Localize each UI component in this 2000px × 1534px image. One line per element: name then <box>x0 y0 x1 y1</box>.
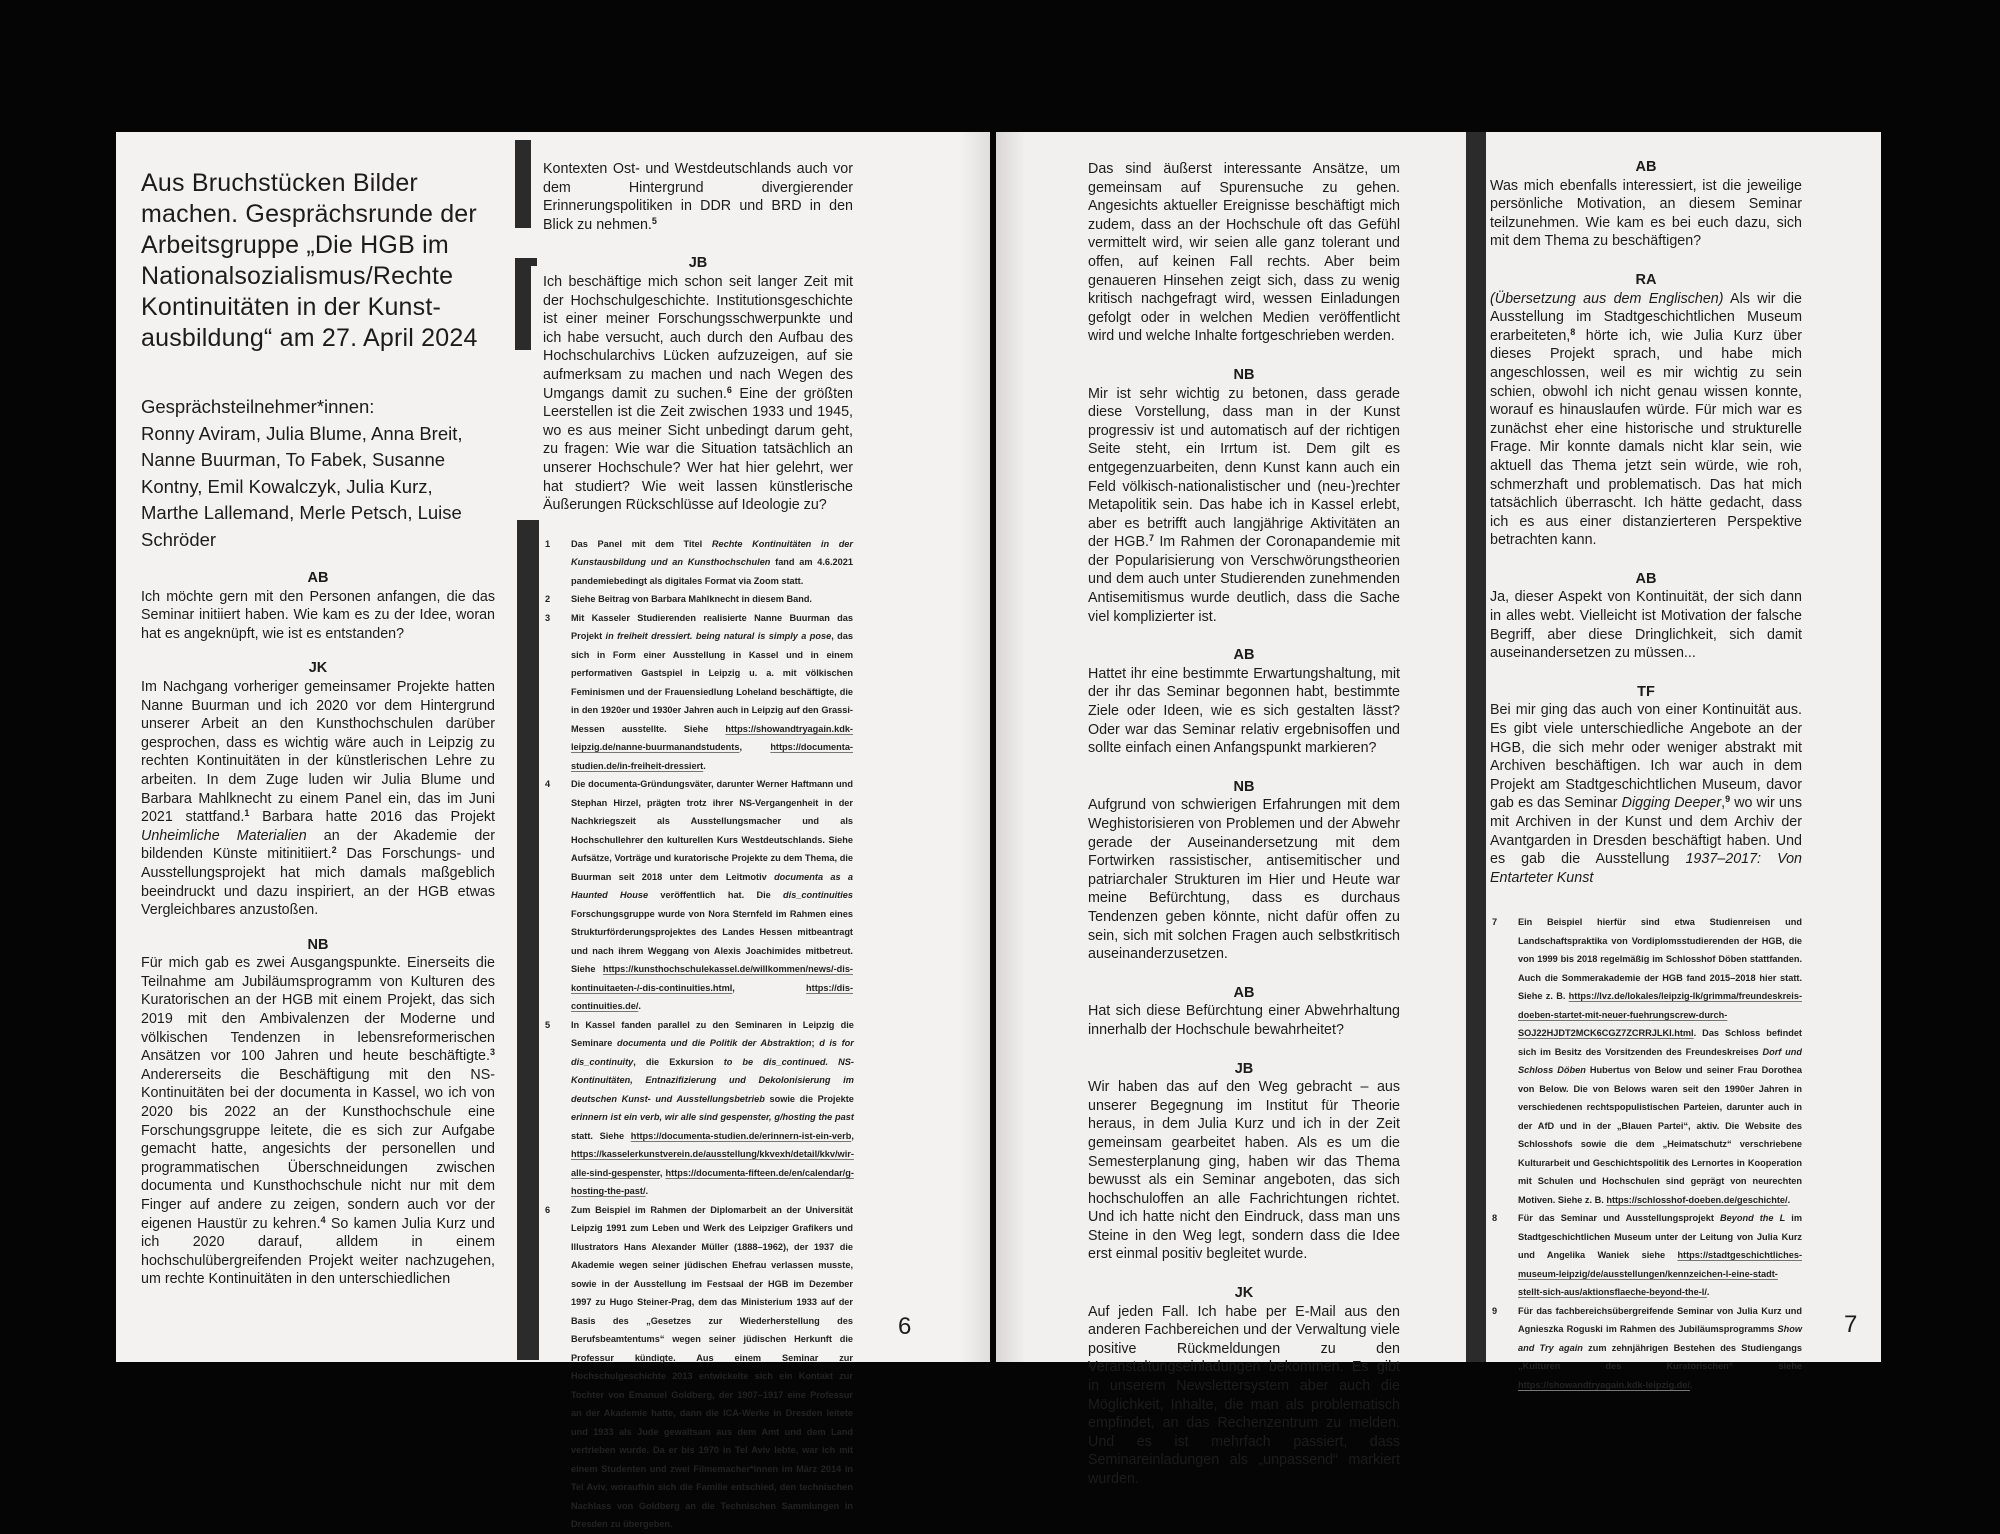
column-rule-bar <box>515 260 531 350</box>
footnote-title: documenta und die Politik der Abstraktion <box>616 1038 812 1049</box>
footnote-link[interactable]: https://kunsthochschulekassel.de/willkommen/news/-dis-kontinuitaeten-/-dis-continuities.html <box>571 964 853 993</box>
speaker-label: JK <box>1234 1285 1254 1302</box>
footnote-title: erinnern ist ein verb, wir alle sind gespenster, g/hosting the past <box>571 1112 854 1123</box>
statement-text: Wir haben das auf den Weg gebracht – aus unserer Begegnung im Institut für Theorie heraus, in dem Julia Kurz und ich in der Zeit gemeinsam gearbeitet haben. Als es um die Semesterplanung ging, haben wir das Thema bewusst als ein Seminar angeboten, das sich hochschuloffen an alle Fachrichtungen richtet. Und ich hatte nicht den Eindruck, dass man uns Steine in den Weg legt, sondern dass die Idee erst einmal positiv begleitet wurde. <box>1088 1079 1400 1263</box>
footnote-text: zum zehnjährigen Bestehen des Studiengangs „Kulturen des Kuratorischen“ siehe <box>1518 1342 1802 1372</box>
footnote-number: 9 <box>1492 1305 1498 1316</box>
footnote <box>543 1016 853 1201</box>
separator: , <box>851 1130 854 1141</box>
footnote-text: statt. Siehe <box>571 1130 631 1141</box>
footnote-link[interactable]: https://showandtryagain.kdk-leipzig.de/nanne-buurmanandstudents <box>571 723 853 753</box>
statement-text: Im Rahmen der Coronapandemie mit der Popularisierung von Verschwörungstheorien und dem auch unter Studierenden zunehmenden Antisemitismus wurde deutlich, dass die Sache viel komplizierter ist. <box>1088 534 1401 625</box>
footnote-text: im Stadtgeschichtlichen Museum unter der Leitung von Julia Kurz und Angelika Waniek siehe <box>1518 1213 1802 1261</box>
footnote-ref[interactable]: 6 <box>726 384 732 395</box>
statement <box>141 588 495 644</box>
speaker-label: NB <box>1233 778 1255 795</box>
speaker-label: RA <box>1635 271 1657 288</box>
statement-text: Andererseits die Beschäftigung mit den NS-Kontinuitäten bei der documenta in Kassel, wo ich von 2020 bis 2022 an der Kunsthochschule eine Forschungsgruppe leitete, die es sich zur Aufgabe gemacht hatte, angesichts der personellen und programmatischen Überschneidungen zwischen documenta und Kunsthochschule nicht nur mit dem Finger auf andere zu zeigen, sondern auch vor der eigenen Haustür zu kehren. <box>141 1066 495 1232</box>
column-3 <box>1088 160 1400 1489</box>
footnotes-left <box>543 535 853 1534</box>
footnote-link[interactable]: https://documenta-studien.de/erinnern-ist-ein-verb <box>630 1130 852 1141</box>
speaker-label: AB <box>1233 984 1255 1001</box>
footnote-ref[interactable]: 3 <box>489 1047 495 1058</box>
statement-text: Barbara hatte 2016 das Projekt <box>249 809 496 826</box>
gutter-shadow-right <box>996 132 1026 1362</box>
column-1 <box>141 168 495 1289</box>
statement <box>1490 290 1802 550</box>
footnote <box>543 775 853 1016</box>
punctuation: . <box>638 1001 641 1012</box>
footnote-title: dis_continuities <box>783 890 853 901</box>
footnote-text: , die Exkursion <box>633 1056 724 1067</box>
column-rule-bar <box>517 520 539 1360</box>
footnote-title: to be dis_continued. NS-Kontinuitäten, Entnazifizierung und Dekolonisierung im deutschen Kunst- und Ausstellungsbetrieb <box>571 1056 854 1104</box>
column-4 <box>1490 158 1802 1394</box>
footnote-text: veröffentlich hat. Die <box>648 890 784 901</box>
footnote-link[interactable]: https://dis-continuities.de/ <box>571 982 853 1012</box>
footnote-ref[interactable]: 1 <box>244 808 250 819</box>
statement-text: Eine der größten Leerstellen ist die Zeit zwischen 1933 und 1945, wo es aus meiner Sicht unbedingt darum geht, zu fragen: Wie war die Situation tatsächlich an unserer Hochschule? Wer hat hier gelehrt, wer hat studiert? Wie weit lassen künstlerische Äußerungen Rückschlüsse auf Ideologie zu? <box>543 385 853 514</box>
statement-text: Kontexten Ost- und Westdeutschlands auch vor dem Hintergrund divergierender Erinnerungspolitiken in DDR und BRD in den Blick zu nehmen. <box>543 161 853 233</box>
footnote-number: 1 <box>545 538 551 549</box>
footnote-ref[interactable]: 7 <box>1148 533 1154 544</box>
footnote-link[interactable]: https://showandtryagain.kdk-leipzig.de/ <box>1518 1379 1691 1390</box>
statement <box>543 273 853 515</box>
footnote-text: Das Panel mit dem Titel <box>571 538 712 549</box>
statement <box>1088 1002 1400 1039</box>
statement-text: wo wir uns mit Archiven in der Kunst und dem Archiv der Avantgarden in Dresden beschäftigt haben. Und es gab die Ausstellung <box>1490 795 1802 868</box>
statement <box>141 954 495 1289</box>
statement-text: Was mich ebenfalls interessiert, ist die jeweilige persönliche Motivation, an diesem Seminar teilzunehmen. Wie kam es bei euch dazu, sich mit dem Thema zu beschäftigen? <box>1490 177 1802 250</box>
page-number: 6 <box>898 1313 912 1340</box>
footnote-number: 6 <box>545 1204 551 1215</box>
footnote-text: In Kassel fanden parallel zu den Seminaren in Leipzig die Seminare <box>571 1019 854 1049</box>
statement-text: Ich möchte gern mit den Personen anfangen, die das Seminar initiiert haben. Wie kam es zu der Idee, woran hat es angeknüpft, wie ist es entstanden? <box>141 588 495 642</box>
footnote-ref[interactable]: 4 <box>320 1214 326 1225</box>
statement <box>1088 1078 1400 1264</box>
speaker-label: JK <box>308 660 328 677</box>
footnote-text: ; <box>811 1038 820 1049</box>
footnote-text: . Das Schloss befindet sich im Besitz des Vorsitzenden des Freundeskreises <box>1518 1028 1802 1057</box>
statement-text: an der Akademie der bildenden Künste mitinitiiert. <box>141 827 495 863</box>
separator: , <box>732 982 807 993</box>
punctuation: . <box>1787 1194 1791 1205</box>
speaker-label: JB <box>1234 1060 1254 1077</box>
footnote-text: Für das Seminar und Ausstellungsprojekt <box>1518 1213 1720 1224</box>
statement-text: Das sind äußerst interessante Ansätze, um gemeinsam auf Spurensuche zu gehen. Angesichts aktueller Ereignisse beschäftigt mich zudem, dass an der Hochschule oft das Gefühl vermittelt wird, wir seien alle ganz tolerant und offen, auf keinen Fall rechts. Aber beim genaueren Hinsehen zeigt sich, dass zu wenig kritisch nachgefragt wird, wessen Einladungen gefolgt oder in welchen Medien veröffentlicht wird und welche Inhalte fortgeschrieben werden. <box>1088 161 1400 345</box>
work-title: Unheimliche Materialien <box>141 827 307 844</box>
footnote-title: d is for dis_continuity <box>571 1038 854 1067</box>
statement-text: Auf jeden Fall. Ich habe per E-Mail aus den anderen Fachbereichen und der Verwaltung viele positive Rückmeldungen zu den Veranstaltungseinladungen bekommen. Es gibt in unserem Newslettersystem aber auch die Möglichkeit, Inhalte, die man als problematisch empfindet, an das Rechenzentrum zu melden. Und es ist mehrfach passiert, dass Seminareinladungen als „unpassend“ markiert wurden. <box>1088 1303 1400 1487</box>
statement <box>1490 701 1802 887</box>
footnote-title: Rechte Kontinuitäten in der Kunstausbildung und an Kunsthochschulen <box>571 538 853 568</box>
separator: , <box>659 1167 666 1178</box>
work-title: 1937–2017: Von Entarteter Kunst <box>1490 851 1803 886</box>
statement-text: Ja, dieser Aspekt von Kontinuität, der sich dann in alles webt. Vielleicht ist Motivation der falsche Begriff, aber diese Dringlichkeit, sich damit auseinandersetzen zu müssen... <box>1490 589 1802 662</box>
footnote-number: 7 <box>1492 917 1498 928</box>
statement-text: , <box>1721 795 1726 812</box>
statement-text: Mir ist sehr wichtig zu betonen, dass gerade diese Vorstellung, dass man in der Kunst progressiv ist und automatisch auf der richtigen Seite steht, ein Irrtum ist. Dem gilt es entgegenzuarbeiten, denn Kunst kann auch ein Feld völkisch-nationalistischer und (neu-)rechter Metapolitik sein. Das habe ich in Kassel erlebt, aber es betrifft auch langjährige Aktivitäten an der HGB. <box>1088 385 1400 551</box>
statement <box>1088 796 1400 963</box>
statement <box>141 678 495 920</box>
speaker-label: AB <box>307 570 329 586</box>
speaker-label: NB <box>307 936 329 953</box>
footnote-ref[interactable]: 8 <box>1570 326 1576 337</box>
footnote-title: Beyond the L <box>1720 1213 1786 1224</box>
punctuation: . <box>1706 1287 1710 1298</box>
statement-text: Ich beschäftige mich schon seit langer Zeit mit der Hochschulgeschichte. Institutionsgeschichte ist einer meiner Forschungsschwerpunkte und ich habe versucht, auch durch den Aufbau des Hochschularchivs Lücken aufzuzeigen, auf sie aufmerksam zu machen und nach Wegen des Umgangs damit zu suchen. <box>543 273 853 402</box>
participants-label: Gesprächsteilnehmer*innen: <box>141 396 375 417</box>
statement <box>1490 177 1802 251</box>
statement-text: Als wir die Ausstellung im Stadtgeschichtlichen Museum erarbeiteten, <box>1490 290 1802 344</box>
footnote-title: documenta as a Haunted House <box>571 871 853 901</box>
footnote <box>543 609 853 776</box>
footnote-number: 5 <box>545 1019 551 1030</box>
speaker-label: TF <box>1637 683 1655 700</box>
statement-continued <box>543 160 853 234</box>
footnote-text: Mit Kasseler Studierenden realisierte Nanne Buurman das Projekt <box>571 612 853 642</box>
footnote <box>543 590 853 609</box>
column-2 <box>543 160 853 1534</box>
footnote-number: 4 <box>545 779 551 790</box>
statement-text: Hat sich diese Befürchtung einer Abwehrhaltung innerhalb der Hochschule bewahrheitet? <box>1088 1003 1400 1038</box>
statement-text: Für mich gab es zwei Ausgangspunkte. Einerseits die Teilnahme am Jubiläumsprogramm von Kulturen des Kuratorischen an der HGB mit einem Projekt, das sich 2019 mit den Ambivalenzen der Moderne und völkischen Tendenzen in lebensreformerischen Ansätzen vor 100 Jahren und heute beschäftigte. <box>141 955 495 1065</box>
footnote <box>543 1201 853 1534</box>
footnote-ref[interactable]: 2 <box>331 845 337 856</box>
participants-block <box>141 394 495 553</box>
statement-text: Hattet ihr eine bestimmte Erwartungshaltung, mit der ihr das Seminar begonnen habt, bestimmte Ziele oder Ideen, wie es sich gestalten lässt? Oder war das Seminar relativ ergebnisoffen und sollte einfach einen Anfangspunkt markieren? <box>1088 665 1400 757</box>
page-number: 7 <box>1844 1311 1858 1338</box>
statement-text: Aufgrund von schwierigen Erfahrungen mit dem Weghistorisieren von Problemen und der Abwehr gerade der Auseinandersetzung mit dem Fortwirken rassistischer, antisemitischer und patriarchaler Strukturen im Hier und Heute war meine Befürchtung, dass es durchaus Tendenzen geben könnte, nicht dafür offen zu sein, sich mit solchen Fragen auch selbstkritisch auseinanderzusetzen. <box>1088 797 1400 963</box>
footnote-number: 3 <box>545 612 551 623</box>
footnote-text: Ein Beispiel hierfür sind etwa Studienreisen und Landschaftspraktika von Vordiplomsstudierenden der HGB, die von 1999 bis 2018 regelmäßig im Schlosshof Döben stattfanden. Auch die Sommerakademie der HGB fand 2015–2018 hier statt. Siehe z. B. <box>1518 917 1802 1002</box>
statement <box>1088 665 1400 758</box>
speaker-label: NB <box>1233 366 1255 383</box>
statement <box>1088 1303 1400 1489</box>
speaker-label: JB <box>688 255 708 272</box>
footnote-text: Zum Beispiel im Rahmen der Diplomarbeit an der Universität Leipzig 1991 zum Leben und Werk des Leipziger Grafikers und Illustrators Hans Alexander Müller (1888–1962), der 1937 die Akademie wegen seiner jüdischen Ehefrau verlassen musste, sowie in der Ausstellung im Festsaal der HGB im Dezember 1997 zu Hugo Steiner-Prag, dem das Ministerium 1933 auf der Basis des „Gesetzes zur Wiederherstellung des Berufsbeamtentums“ wegen seiner jüdischen Herkunft die Professur kündigte. Aus einem Seminar zur Hochschulgeschichte 2013 entwickelte sich ein Kontakt zur Tochter von Emanuel Goldberg, der 1907–1917 eine Professur an der Akademie hatte, dann die ICA-Werke in Dresden leitete und 1933 als Jude gewaltsam aus dem Amt und dem Land vertrieben wurde. Da er bis 1970 in Tel Aviv lebte, war ich mit einem Studenten und zwei Filmemacher*innen im März 2014 in Tel Aviv, woraufhin sich die Familie entschied, den technischen Nachlass von Goldberg an die Technischen Sammlungen in Dresden zu übergeben. <box>571 1204 853 1530</box>
statement-text: So kamen Julia Kurz und ich 2020 darauf, alldem in einem hochschulübergreifenden Projekt weiter nachzugehen, um rechte Kontinuitäten in den unterschiedlichen <box>141 1215 495 1288</box>
footnote <box>1490 913 1802 1209</box>
speaker-label: AB <box>1635 570 1657 587</box>
punctuation: . <box>645 1186 649 1197</box>
statement <box>1490 588 1802 662</box>
statement-text: hörte ich, wie Julia Kurz über dieses Projekt sprach, und habe mich angeschlossen, weil es mir wichtig zu sein schien, obwohl ich nicht genau wissen konnte, worauf es hinauslaufen würde. Für mich war es zunächst eher eine historische und strukturelle Frage. Mir konnte damals nicht klar sein, wie aktuell das Thema jetzt sein würde, wie roh, schmerzhaft und problematisch. Das hat mich tatsächlich überrascht. Ich hätte gedacht, dass ich es aus einer distanzierteren Perspektive betrachten kann. <box>1490 327 1802 549</box>
separator: , <box>739 742 771 753</box>
footnote-number: 2 <box>545 594 551 605</box>
footnote-title: Show and Try again <box>1518 1324 1802 1353</box>
column-rule-bar <box>1466 132 1486 1362</box>
footnotes-right <box>1490 913 1802 1394</box>
footnote-title: in freiheit dressiert. being natural is simply a pose <box>605 631 832 642</box>
footnote-text: , das sich in Form einer Ausstellung in Kassel und in einem performativen Gastspiel in Leipzig u. a. mit völkischen Feminismen und der Frauensiedlung Loheland beschäftigte, die in den 1920er und 1930er Jahren auch in Leipzig auf den Grassi-Messen ausstellte. Siehe <box>571 631 853 734</box>
statement <box>1088 385 1400 627</box>
speaker-label: AB <box>1635 159 1657 175</box>
footnote-text: Hubertus von Below und seiner Frau Dorothea von Below. Die von Belows waren seit den 1990er Jahren in verschiedenen rechtspopulistischen Parteien, darunter auch in der AfD und in der „Blauen Partei“, aktiv. Die Website des Schlosshofs sowie die dem „Heimatschutz“ verschriebene Kulturarbeit und Geschichtspolitik des Lernortes in Kooperation mit Schulen und Hochschulen sind geprägt von neurechten Motiven. Siehe z. B. <box>1518 1065 1802 1205</box>
punctuation: . <box>703 760 706 771</box>
statement-text: Das Forschungs- und Ausstellungsprojekt hat mich damals maßgeblich beeindruckt und dazu inspiriert, an der HGB etwas Vergleichbares anzustoßen. <box>141 846 496 919</box>
footnote-link[interactable]: https://lvz.de/lokales/leipzig-lk/grimma/freundeskreis-doeben-startet-mit-neuer-fuehrungscrew-durch-SOJ22HJDT2MCK6CGZ7ZCRRJLKI.html <box>1518 991 1802 1039</box>
participants-list: Ronny Aviram, Julia Blume, Anna Breit, Nanne Buurman, To Fabek, Susanne Kontny, Emil Kowalczyk, Julia Kurz, Marthe Lallemand, Merle Petsch, Luise Schröder <box>141 422 463 550</box>
footnote-ref[interactable]: 5 <box>651 215 657 226</box>
gutter-shadow-left <box>960 132 996 1362</box>
footnote-link[interactable]: https://kasselerkunstverein.de/ausstellung/kkvexh/detail/kkv/wir-alle-sind-gespenster <box>571 1149 854 1178</box>
footnote <box>543 535 853 591</box>
footnote-text: Die documenta-Gründungsväter, darunter Werner Haftmann und Stephan Hirzel, prägten trotz ihrer NS-Vergangenheit in der Nachkriegszeit als Ausstellungsmacher und als Hochschullehrer den kulturellen Kurs Westdeutschlands. Siehe Aufsätze, Vorträge und kuratorische Projekte zu dem Thema, die Buurman seit 2018 unter dem Leitmotiv <box>571 779 853 882</box>
footnote-text: Siehe Beitrag von Barbara Mahlknecht in diesem Band. <box>571 594 812 605</box>
footnote-link[interactable]: https://schlosshof-doeben.de/geschichte/ <box>1606 1194 1788 1205</box>
footnote-text: Forschungsgruppe wurde von Nora Sternfeld im Rahmen eines Strukturförderungsprojektes des Landes Hessen mitbeantragt und nach ihrem Weggang von Alexis Joachimides mitbetreut. Siehe <box>571 908 853 975</box>
translation-note: (Übersetzung aus dem Englischen) <box>1490 290 1724 307</box>
footnote-title: Dorf und Schloss Döben <box>1518 1046 1802 1076</box>
column-rule-bar <box>515 140 531 228</box>
footnote-text: fand am 4.6.2021 pandemiebedingt als digitales Format via Zoom statt. <box>571 557 853 586</box>
statement-text: Bei mir ging das auch von einer Kontinuität aus. Es gibt viele unterschiedliche Angebote an der HGB, die sich mehr oder weniger abstrakt mit Archiven beschäftigen. Ich war auch in dem Projekt am Stadtgeschichtlichen Museum, davor gab es das Seminar <box>1490 702 1802 812</box>
statement-continued <box>1088 160 1400 346</box>
footnote-link[interactable]: https://documenta-fifteen.de/en/calendar/g-hosting-the-past/ <box>571 1167 854 1197</box>
speaker-label: AB <box>1233 647 1255 664</box>
footnote-ref[interactable]: 9 <box>1725 794 1731 805</box>
footnote-link[interactable]: https://stadtgeschichtliches-museum-leipzig/de/ausstellungen/kennzeichen-l-eine-stadt-stellt-sich-aus/aktionsflaeche-beyond-the-l/ <box>1518 1250 1802 1298</box>
footnote <box>1490 1302 1802 1395</box>
punctuation: . <box>1690 1379 1693 1390</box>
statement-text: Im Nachgang vorheriger gemeinsamer Projekte hatten Nanne Buurman und ich 2020 vor dem Hintergrund unserer Arbeit an den Kunsthochschulen darüber gesprochen, dass es wichtig wäre auch in Leipzig zu rechten Kontinuitäten in der künstlerischen Lehre zu arbeiten. In dem Zuge luden wir Julia Blume und Barbara Mahlknecht zu einem Panel ein, das im Juni 2021 stattfand. <box>141 678 495 826</box>
footnote-link[interactable]: https://documenta-studien.de/in-freiheit-dressiert <box>571 742 853 771</box>
article-title: Aus Bruchstücken Bilder machen. Gesprächsrunde der Arbeitsgruppe „Die HGB im Nationalsozialismus/Rechte Kontinuitäten in der Kunst-ausbildung“ am 27. April 2024 <box>141 169 478 352</box>
footnote-number: 8 <box>1492 1213 1498 1224</box>
footnote <box>1490 1209 1802 1302</box>
footnote-text: Für das fachbereichsübergreifende Seminar von Julia Kurz und Agnieszka Roguski im Rahmen des Jubiläumsprogramms <box>1518 1305 1802 1335</box>
work-title: Digging Deeper <box>1621 795 1722 812</box>
footnote-text: sowie die Projekte <box>764 1093 854 1104</box>
